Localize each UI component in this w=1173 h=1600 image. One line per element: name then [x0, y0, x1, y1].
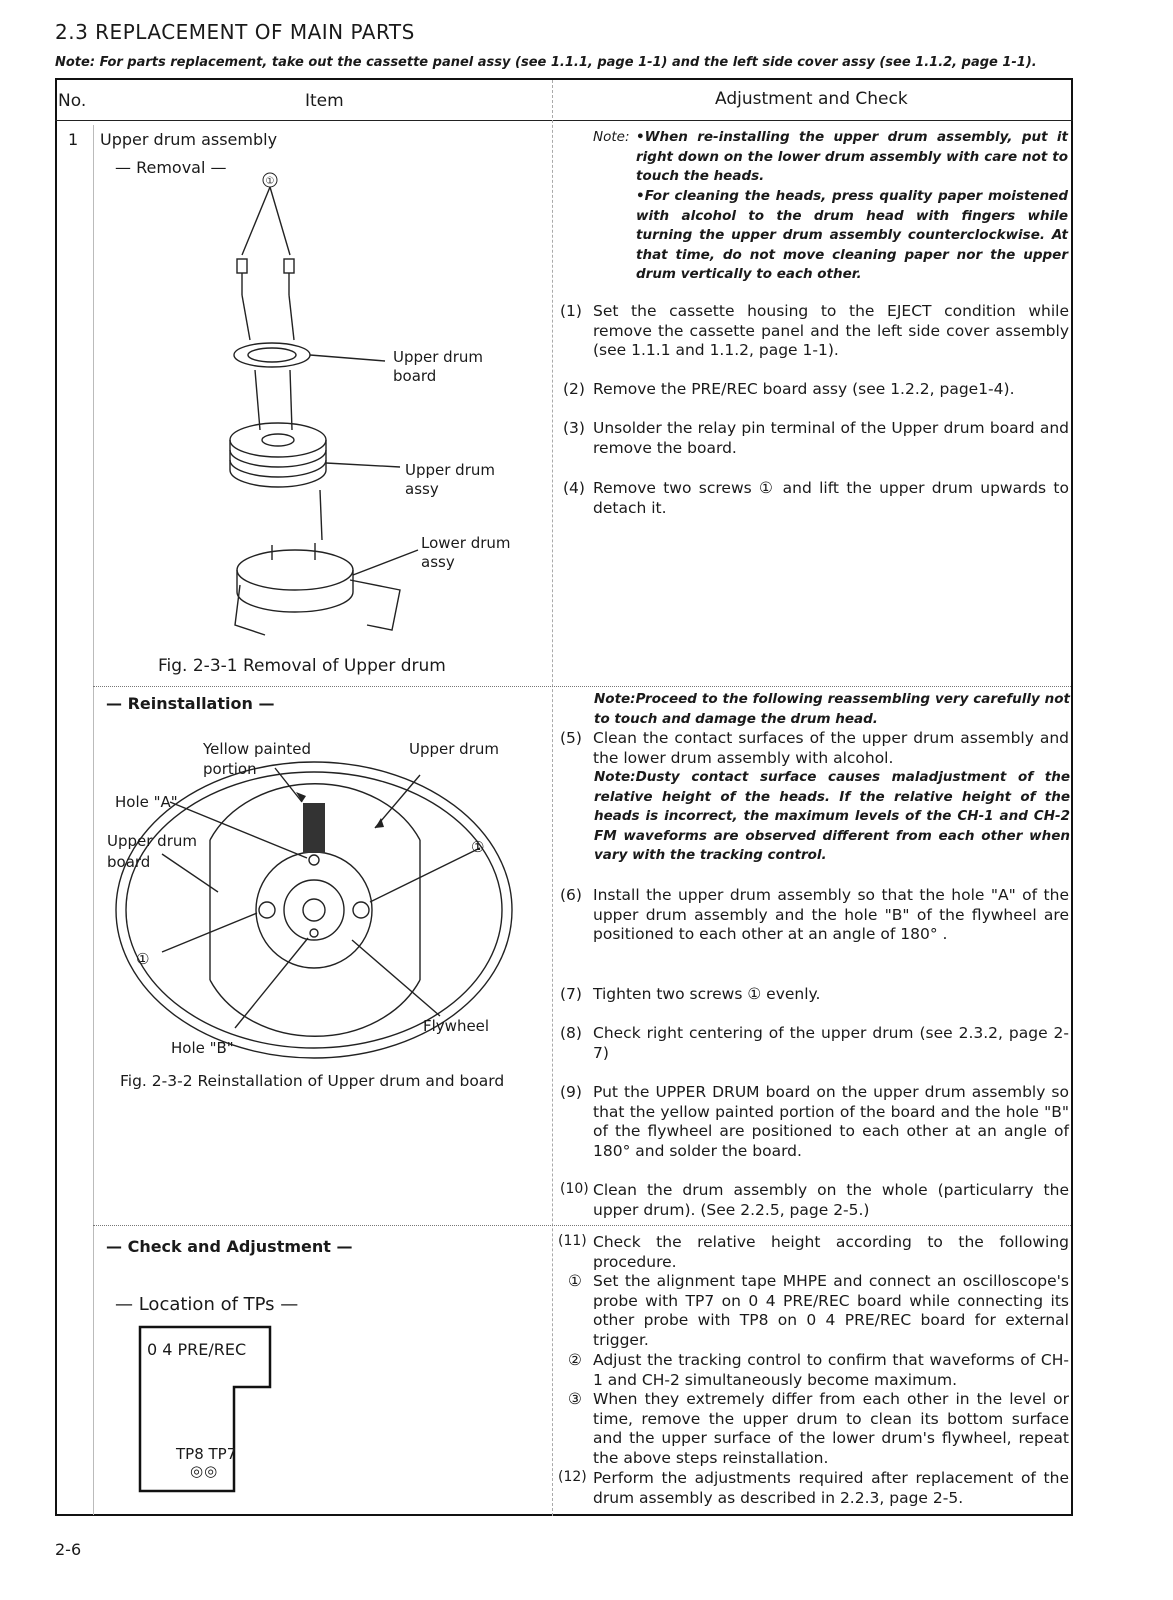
label-lower-drum-assy-2: assy	[421, 553, 455, 571]
step-6-number: (6)	[560, 886, 582, 904]
page-number: 2-6	[55, 1540, 82, 1559]
location-of-tps-heading: — Location of TPs —	[115, 1294, 299, 1315]
step-1-number: (1)	[560, 302, 582, 320]
substep-2-text: Adjust the tracking control to confirm that waveforms of CH-1 and CH-2 simultaneously become maximum.	[593, 1351, 1069, 1389]
step-10-number: (10)	[560, 1181, 589, 1197]
tp-labels: TP8 TP7	[176, 1445, 237, 1463]
substep-3-number: ③	[568, 1390, 582, 1408]
label-upper-drum-board-1b: Upper drum	[107, 832, 197, 850]
figure-caption-2-3-2: Fig. 2-3-2 Reinstallation of Upper drum and board	[120, 1072, 505, 1090]
upper-drum-reinstallation-diagram	[100, 730, 545, 1060]
step-3-text: Unsolder the relay pin terminal of the Upper drum board and remove the board.	[593, 419, 1069, 457]
label-hole-b: Hole "B"	[171, 1039, 234, 1057]
label-upper-drum-board-2b: board	[107, 853, 151, 871]
row-number: 1	[68, 130, 79, 149]
removal-note-2: •For cleaning the heads, press quality paper moistened with alcohol to the drum head with fingers while turning the upper drum assembly counterclockwise. At that time, do not move cleaning paper nor the upper drum vertically to each other.	[636, 188, 1068, 283]
step-10-text: Clean the drum assembly on the whole (particularry the upper drum). (See 2.2.5, page 2-5.)	[593, 1181, 1069, 1219]
label-upper-drum: Upper drum	[409, 740, 499, 758]
step-9-number: (9)	[560, 1083, 582, 1101]
reinstall-note-b: Note:Dusty contact surface causes maladjustment of the relative height of the heads. If the relative height of the heads is incorrect, the maximum levels of the CH-1 and CH-2 FM waveforms are observed different from each other when vary with the tracking control.	[594, 769, 1070, 864]
step-3-number: (3)	[563, 419, 585, 437]
tp-symbols: ◎◎	[190, 1462, 219, 1480]
step-2-number: (2)	[563, 380, 585, 398]
label-upper-drum-board-1: Upper drum	[393, 348, 483, 366]
label-hole-a: Hole "A"	[115, 793, 178, 811]
label-lower-drum-assy-1: Lower drum	[421, 534, 511, 552]
step-5-text: Clean the contact surfaces of the upper drum assembly and the lower drum assembly with alcohol.	[593, 729, 1069, 767]
column-divider	[552, 80, 553, 1516]
step-9-text: Put the UPPER DRUM board on the upper drum assembly so that the yellow painted portion of the board and the hole "B" of the flywheel are positioned to each other at an angle of 180° and solder the board.	[593, 1083, 1069, 1160]
label-screw-right: ①	[471, 838, 485, 856]
substep-2-number: ②	[568, 1351, 582, 1369]
step-8-number: (8)	[560, 1024, 582, 1042]
top-note: Note: For parts replacement, take out the cassette panel assy (see 1.1.1, page 1-1) and the left side cover assy (see 1.1.2, page 1-1).	[55, 55, 1037, 70]
step-1-text: Set the cassette housing to the EJECT condition while remove the cassette panel and the left side cover assembly (see 1.1.1 and 1.1.2, page 1-1).	[593, 302, 1069, 360]
no-column-divider	[93, 125, 94, 1515]
reinstallation-heading: — Reinstallation —	[106, 694, 275, 713]
header-no: No.	[58, 91, 87, 111]
step-4-text: Remove two screws ① and lift the upper drum upwards to detach it.	[593, 479, 1069, 517]
step-8-text: Check right centering of the upper drum (see 2.3.2, page 2-7)	[593, 1024, 1069, 1062]
step-7-text: Tighten two screws ① evenly.	[593, 985, 821, 1003]
label-flywheel: Flywheel	[423, 1017, 490, 1035]
label-upper-drum-assy-1: Upper drum	[405, 461, 495, 479]
label-upper-drum-assy-2: assy	[405, 480, 439, 498]
removal-screw-label: ①	[265, 176, 275, 187]
row-divider-1	[93, 686, 1071, 687]
removal-note-label: Note:	[593, 129, 630, 145]
removal-heading: — Removal —	[115, 158, 227, 177]
step-11-number: (11)	[558, 1233, 587, 1249]
step-11-text: Check the relative height according to the following procedure.	[593, 1233, 1069, 1271]
header-adjustment: Adjustment and Check	[715, 89, 908, 109]
substep-1-text: Set the alignment tape MHPE and connect an oscilloscope's probe with TP7 on 0 4 PRE/REC board while connecting its other probe with TP8 on 0 4 PRE/REC board for external trigger.	[593, 1272, 1069, 1349]
step-4-number: (4)	[563, 479, 585, 497]
step-12-text: Perform the adjustments required after replacement of the drum assembly as described in 2.2.3, page 2-5.	[593, 1469, 1069, 1507]
row-divider-2	[93, 1225, 1071, 1226]
label-yellow-painted-1: Yellow painted	[203, 740, 311, 758]
section-title: 2.3 REPLACEMENT OF MAIN PARTS	[55, 20, 415, 44]
upper-drum-removal-diagram	[220, 165, 550, 645]
step-2-text: Remove the PRE/REC board assy (see 1.2.2, page1-4).	[593, 380, 1015, 398]
step-5-number: (5)	[560, 729, 582, 747]
substep-1-number: ①	[568, 1272, 582, 1290]
header-divider	[55, 120, 1073, 121]
step-12-number: (12)	[558, 1469, 587, 1485]
item-title: Upper drum assembly	[100, 130, 278, 149]
substep-3-text: When they extremely differ from each other in the level or time, remove the upper drum to clean its bottom surface and the upper surface of the lower drum's flywheel, repeat the above steps reinstallation.	[593, 1390, 1069, 1467]
step-6-text: Install the upper drum assembly so that the hole "A" of the upper drum assembly and the hole "B" of the flywheel are positioned to each other at an angle of 180° .	[593, 886, 1069, 944]
label-upper-drum-board-2: board	[393, 367, 437, 385]
figure-caption-2-3-1: Fig. 2-3-1 Removal of Upper drum	[158, 656, 446, 676]
reinstall-note-a: Note:Proceed to the following reassembling very carefully not to touch and damage the drum head.	[594, 691, 1070, 727]
board-label: 0 4 PRE/REC	[147, 1340, 247, 1359]
label-yellow-painted-2: portion	[203, 760, 257, 778]
check-adjustment-heading: — Check and Adjustment —	[106, 1237, 353, 1256]
label-screw-left: ①	[136, 950, 150, 968]
step-7-number: (7)	[560, 985, 582, 1003]
header-item: Item	[305, 91, 344, 111]
removal-note-1: •When re-installing the upper drum assembly, put it right down on the lower drum assembly with care not to touch the heads.	[636, 129, 1068, 185]
